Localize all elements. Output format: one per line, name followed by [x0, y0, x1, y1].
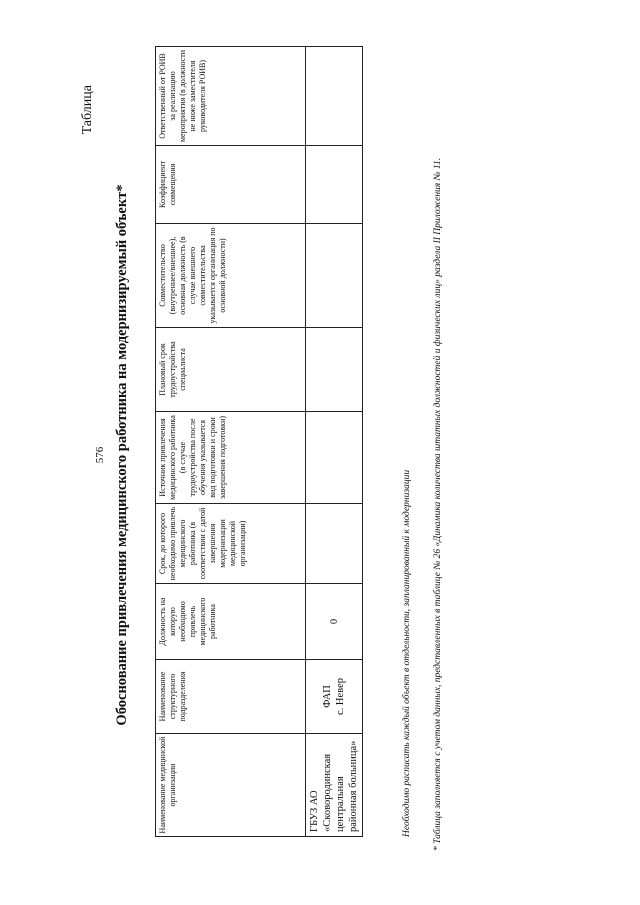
header-cell: Совместительство (внутреннее/внешнее), основная должность (в случае внешнего совместительства указывается организация по основной должности) — [156, 224, 306, 328]
header-cell: Наименование медицинской организации — [156, 734, 306, 837]
combination-cell — [306, 224, 363, 328]
header-cell: Должность на которую необходимо привлечь медицинского работника — [156, 584, 306, 660]
header-cell: Ответственный от РОИВ за реализацию мероприятия (в должности не ниже заместителя руководителя РОИВ) — [156, 47, 306, 146]
unit-name: ФАП — [322, 685, 333, 708]
table-row — [306, 47, 363, 837]
page-title: Обоснование привлечения медицинского работника на модернизируемый объект* — [114, 184, 130, 726]
responsible-cell — [306, 47, 363, 146]
source-cell — [306, 412, 363, 504]
footnote-asterisk: * Таблица заполняется с учетом данных, представленных в таблице № 26 «Динамика количества штатных должностей и физических лиц» раздела II Приложения № 11. — [433, 157, 443, 851]
justification-table — [155, 46, 363, 837]
organization-cell: ГБУЗ АО «Сковородинская центральная районная больница» — [306, 734, 363, 837]
footnote-instruction: Необходимо расписать каждый объект в отдельности, запланированный к модернизации — [402, 469, 412, 837]
page-number: 576 — [94, 446, 106, 464]
position-cell: 0 — [306, 584, 363, 660]
header-cell: Плановый срок трудоустройства специалиста — [156, 328, 306, 412]
planned-date-cell — [306, 328, 363, 412]
deadline-cell — [306, 504, 363, 584]
coefficient-cell — [306, 146, 363, 224]
header-cell: Источник привлечения медицинского работника (в случае трудоустройства после обучения указывается вид подготовки и сроки завершения подготовки) — [156, 412, 306, 504]
unit-location: с. Невер — [335, 678, 346, 715]
unit-cell — [306, 660, 363, 734]
header-cell: Коэффициент совмещения — [156, 146, 306, 224]
table-label: Таблица — [80, 85, 95, 135]
header-cell: Наименование структурного подразделения — [156, 660, 306, 734]
table-header-row — [156, 47, 306, 837]
header-cell: Срок, до которого необходимо привлечь медицинского работника (в соответствии с датой завершения модернизации медицинской организации) — [156, 504, 306, 584]
